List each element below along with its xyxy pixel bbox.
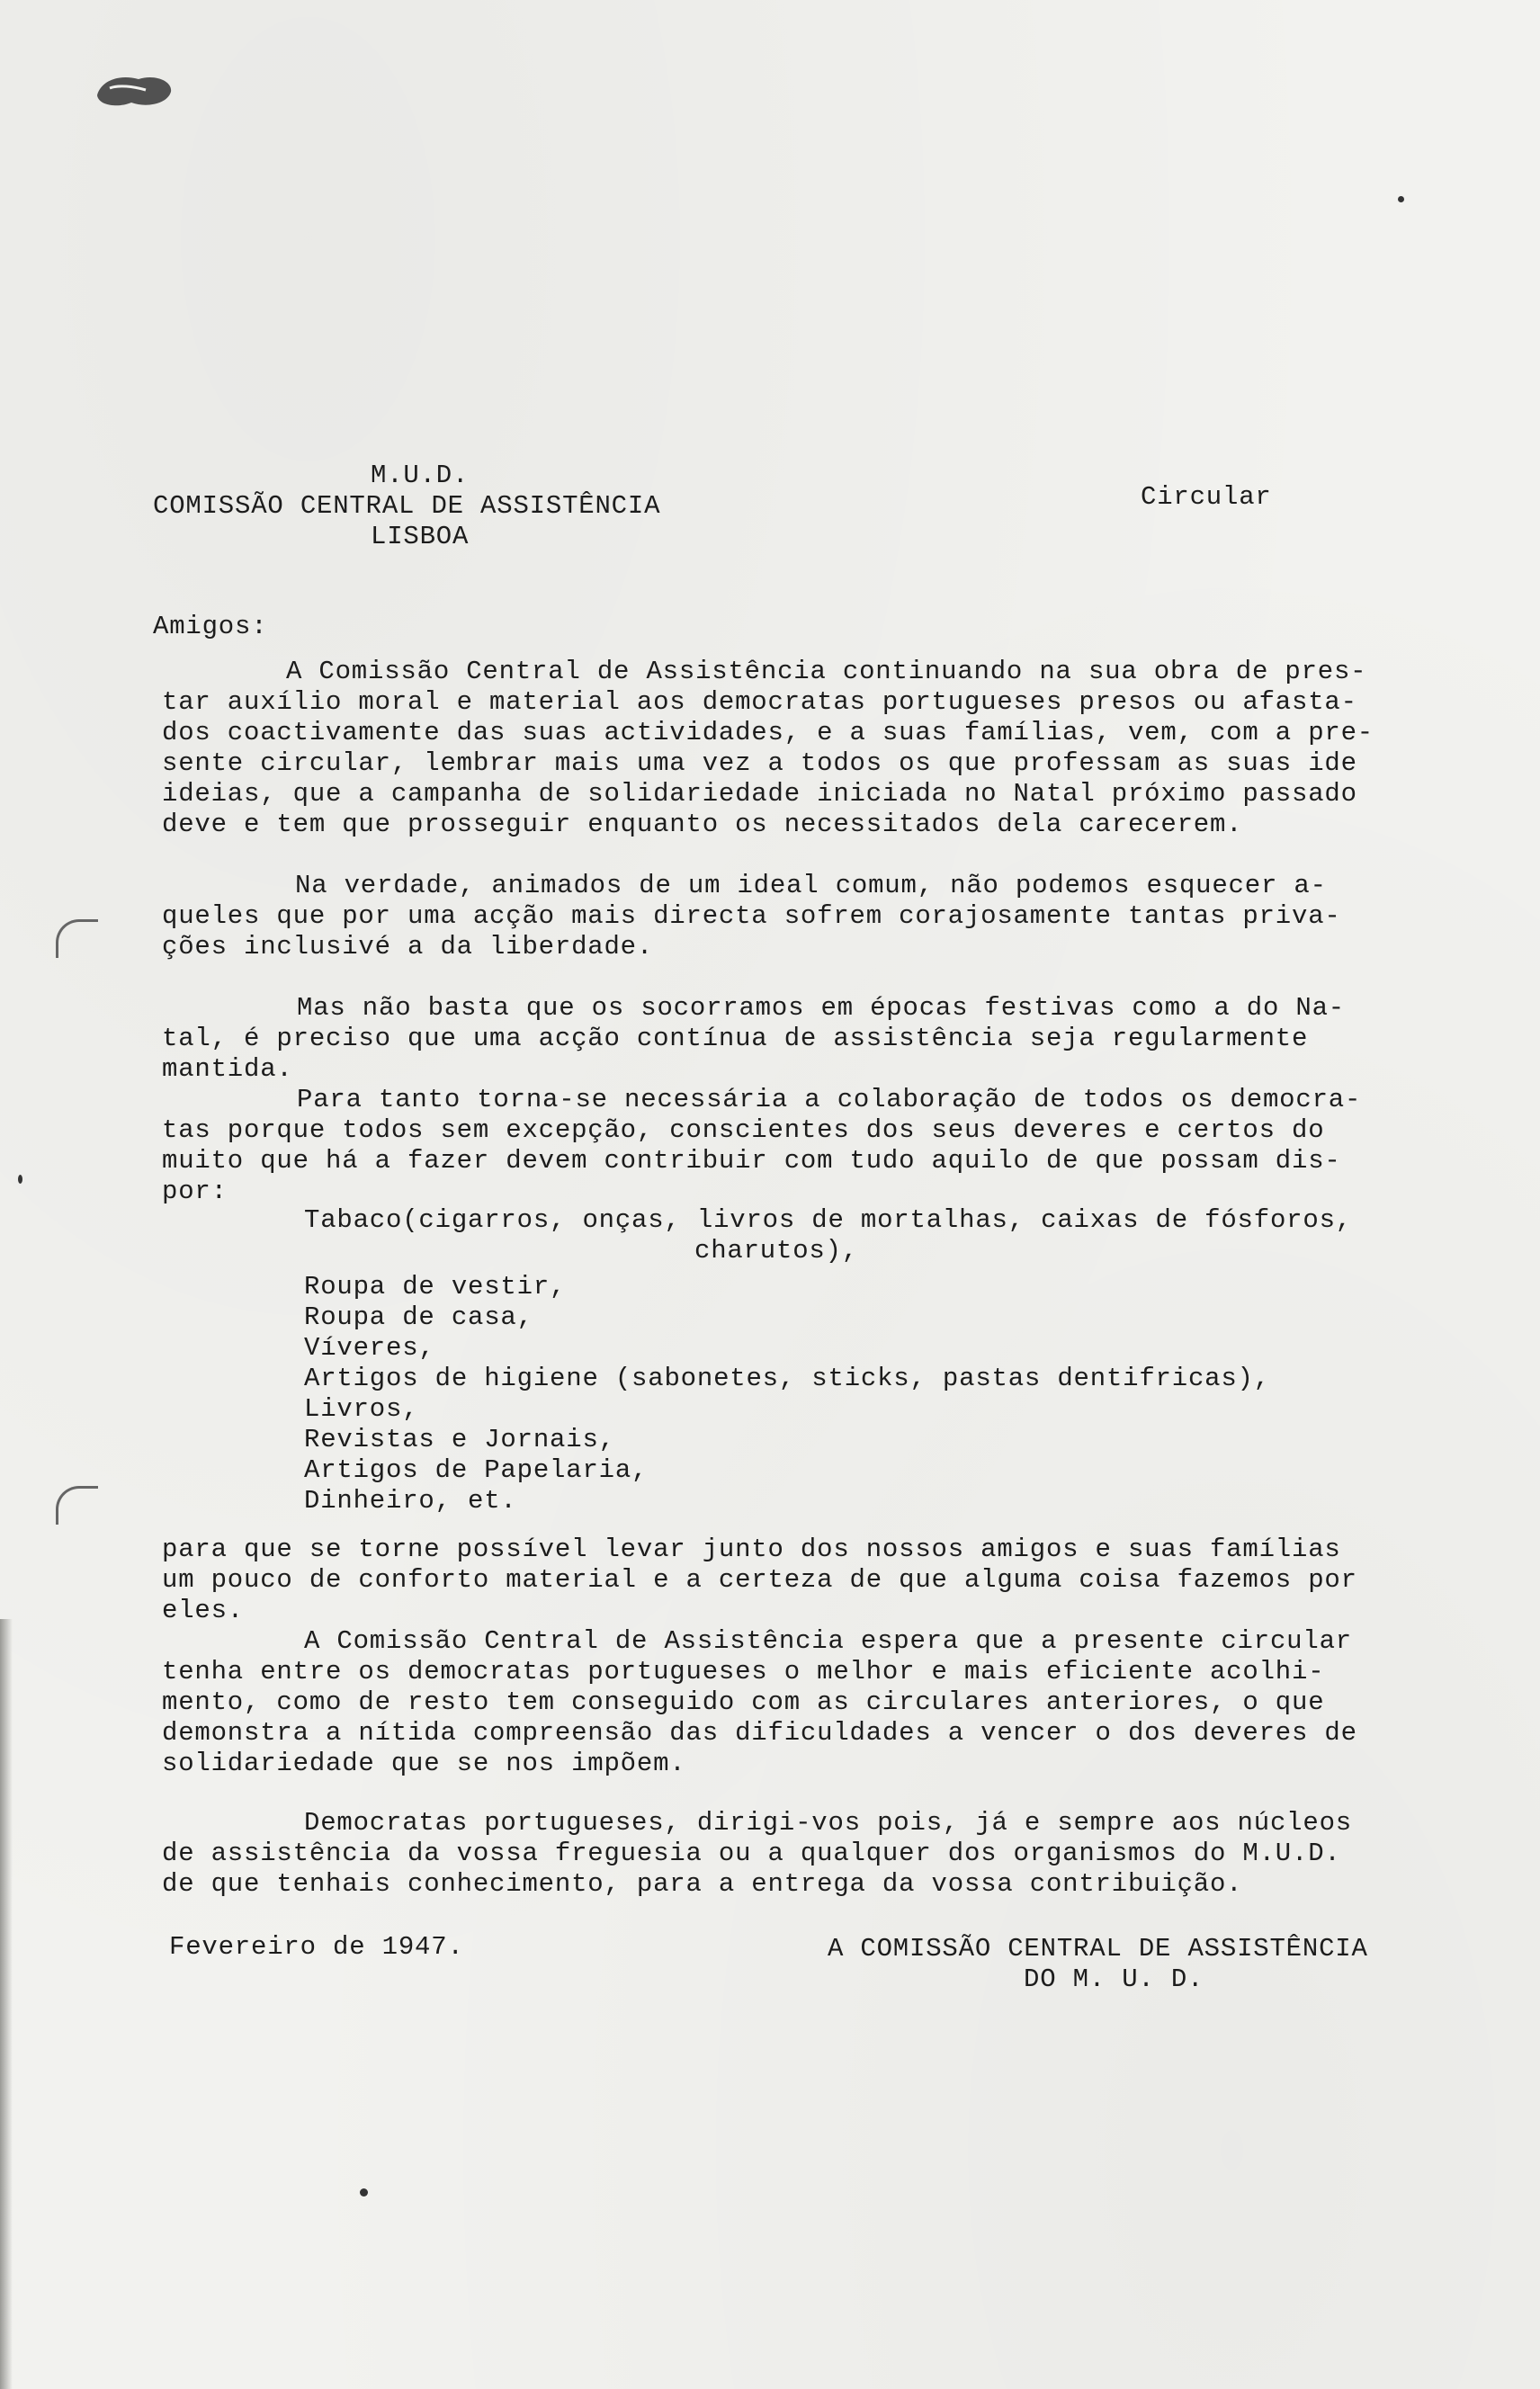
org-name: COMISSÃO CENTRAL DE ASSISTÊNCIA — [153, 491, 661, 521]
text-line: ideias, que a campanha de solidariedade iniciada no Natal próximo passado — [162, 779, 1357, 809]
list-item: Artigos de higiene (sabonetes, sticks, pastas dentifricas), — [304, 1364, 1270, 1393]
text-line: demonstra a nítida compreensão das dificuldades a vencer o dos deveres de — [162, 1718, 1357, 1748]
list-item: Revistas e Jornais, — [304, 1425, 615, 1454]
text-line: eles. — [162, 1596, 245, 1625]
text-line: solidariedade que se nos impõem. — [162, 1749, 686, 1778]
text-line: de assistência da vossa freguesia ou a qualquer dos organismos do M.U.D. — [162, 1839, 1341, 1868]
list-item: Livros, — [304, 1394, 419, 1424]
punch-hole-mark — [56, 1486, 98, 1525]
text-line: sente circular, lembrar mais uma vez a todos os que professam as suas ide — [162, 748, 1357, 778]
text-line: tas porque todos sem excepção, conscientes dos seus deveres e certos do — [162, 1115, 1325, 1145]
text-line: Democratas portugueses, dirigi-vos pois, já e sempre aos núcleos — [304, 1808, 1352, 1838]
ink-dot — [18, 1175, 22, 1184]
text-line: A Comissão Central de Assistência espera que a presente circular — [304, 1626, 1352, 1656]
ink-dot — [360, 2188, 368, 2197]
list-item: Tabaco(cigarros, onças, livros de mortalhas, caixas de fósforos, — [304, 1205, 1352, 1235]
text-line: de que tenhais conhecimento, para a entrega da vossa contribuição. — [162, 1869, 1243, 1899]
text-line: por: — [162, 1177, 228, 1206]
list-item: charutos), — [694, 1236, 859, 1266]
text-line: tar auxílio moral e material aos democratas portugueses presos ou afasta- — [162, 687, 1357, 717]
org-abbrev: M.U.D. — [371, 461, 470, 490]
text-line: queles que por uma acção mais directa sofrem corajosamente tantas priva- — [162, 901, 1341, 931]
salutation: Amigos: — [153, 612, 268, 641]
text-line: dos coactivamente das suas actividades, e a suas famílias, vem, com a pre- — [162, 718, 1374, 747]
text-line: tal, é preciso que uma acção contínua de assistência seja regularmente — [162, 1024, 1309, 1053]
text-line: A Comissão Central de Assistência continuando na sua obra de pres- — [286, 657, 1367, 686]
list-item: Artigos de Papelaria, — [304, 1455, 649, 1485]
text-line: um pouco de conforto material e a certeza de que alguma coisa fazemos por — [162, 1565, 1357, 1595]
text-line: mantida. — [162, 1054, 293, 1084]
org-city: LISBOA — [371, 522, 470, 551]
punch-hole-mark — [56, 919, 98, 958]
text-line: deve e tem que prosseguir enquanto os necessitados dela carecerem. — [162, 810, 1243, 839]
text-line: muito que há a fazer devem contribuir com tudo aquilo de que possam dis- — [162, 1146, 1341, 1176]
signature-line-1: A COMISSÃO CENTRAL DE ASSISTÊNCIA — [828, 1934, 1368, 1964]
list-item: Roupa de casa, — [304, 1302, 533, 1332]
ink-dot — [1398, 196, 1404, 202]
document-type: Circular — [1141, 482, 1272, 512]
text-line: mento, como de resto tem conseguido com as circulares anteriores, o que — [162, 1687, 1325, 1717]
text-line: para que se torne possível levar junto dos nossos amigos e suas famílias — [162, 1535, 1341, 1564]
signature-line-2: DO M. U. D. — [1024, 1964, 1204, 1994]
list-item: Víveres, — [304, 1333, 435, 1363]
text-line: Mas não basta que os socorramos em épocas festivas como a do Na- — [297, 993, 1345, 1023]
text-line: Na verdade, animados de um ideal comum, não podemos esquecer a- — [295, 871, 1327, 900]
list-item: Roupa de vestir, — [304, 1272, 567, 1302]
text-line: tenha entre os democratas portugueses o melhor e mais eficiente acolhi- — [162, 1657, 1325, 1687]
ink-smudge-mark — [92, 68, 178, 112]
list-item: Dinheiro, et. — [304, 1486, 517, 1516]
page-edge-shadow — [0, 1619, 13, 2389]
document-date: Fevereiro de 1947. — [169, 1932, 464, 1962]
text-line: Para tanto torna-se necessária a colaboração de todos os democra- — [297, 1085, 1362, 1114]
text-line: ções inclusivé a da liberdade. — [162, 932, 654, 962]
